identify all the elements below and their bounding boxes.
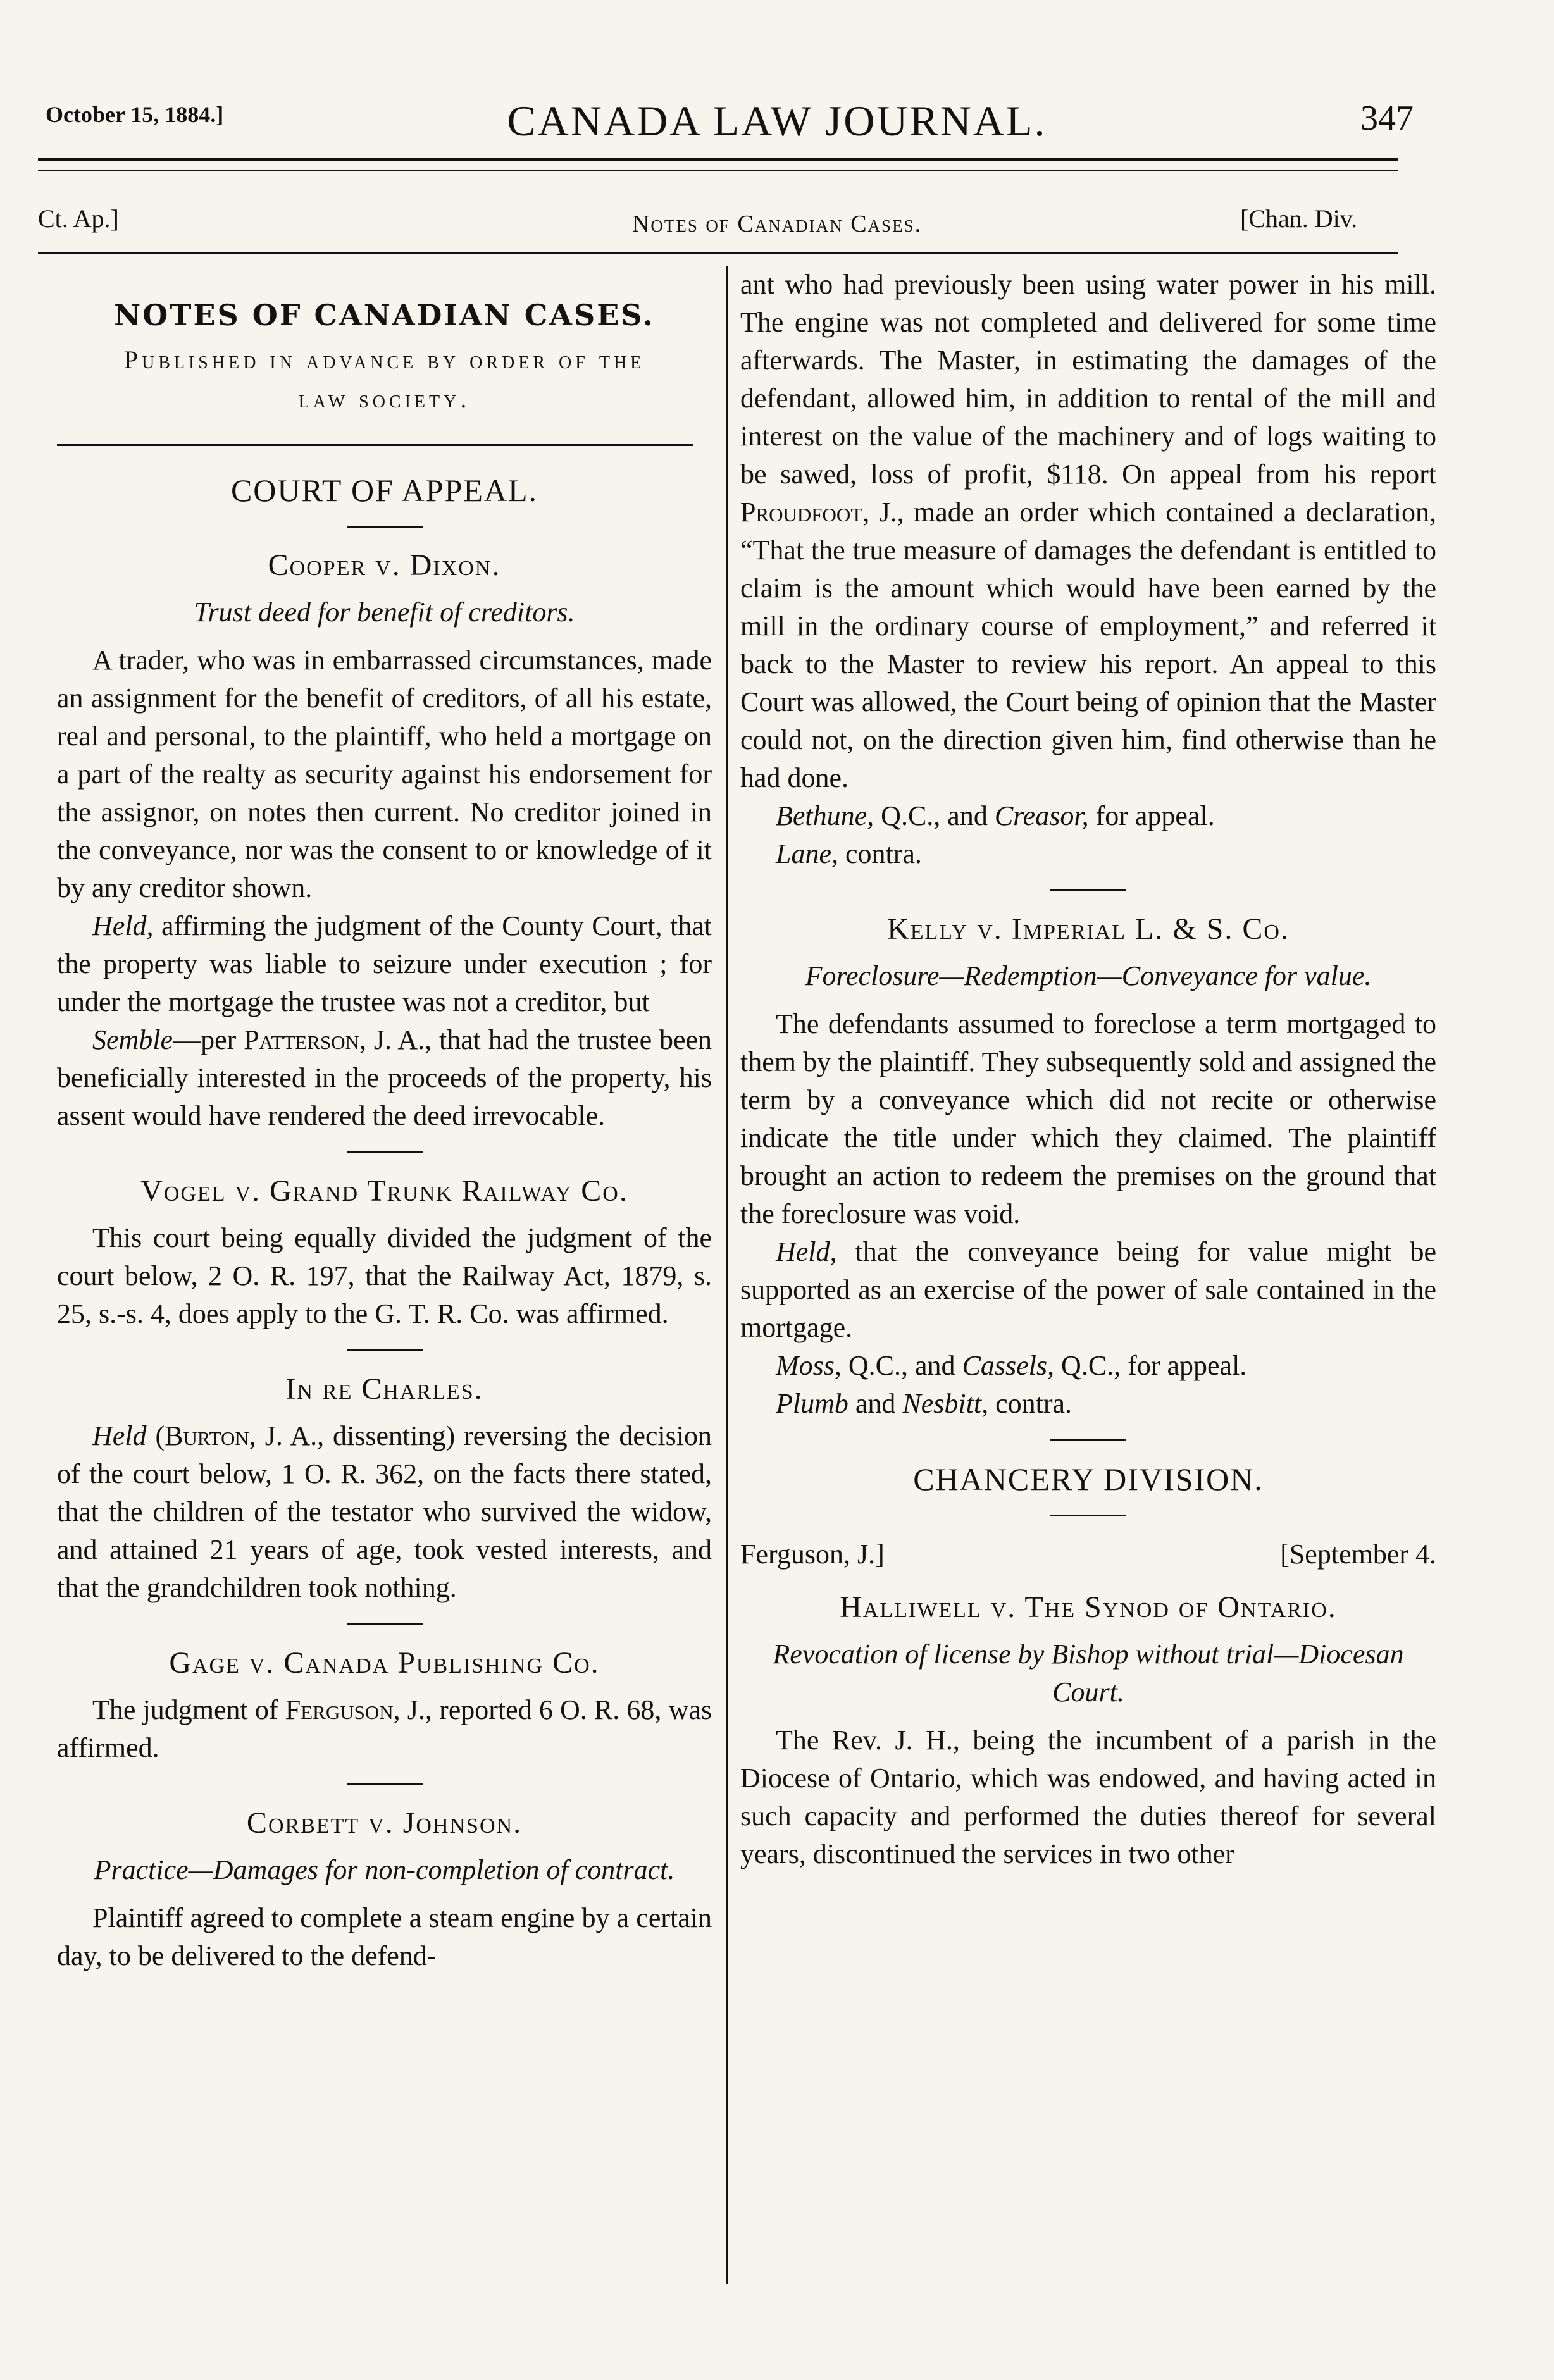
case-text: The Rev. J. H., being the incumbent of a parish in the Diocese of Ontario, which was endowed, and having acted in such capacity and performed the duties thereof for several years, discontinued the services in two other	[740, 1725, 1436, 1869]
published-line-2: law society.	[298, 385, 471, 413]
subheader-rule	[38, 252, 1398, 254]
case-title-cooper: Cooper v. Dixon.	[268, 549, 501, 582]
published-line-1: Published in advance by order of the	[123, 345, 645, 374]
case-text: The defendants assumed to foreclose a term mortgaged to them by the plaintiff. They subsequently sold and assigned the term by a conveyance which did not recite or otherwise indicate the title under which they claimed. The plaintiff brought an action to redeem the premises on the ground that the foreclosure was void.	[740, 1008, 1436, 1229]
case-title-charles: In re Charles.	[285, 1372, 483, 1406]
case-title-corbett: Corbett v. Johnson.	[246, 1806, 523, 1840]
case-text: ant who had previously been using water power in his mill. The engine was not completed and delivered for some time afterwards. The Master, in estimating the damages of the defendant, allowed him, in addition to rental of the mill and interest on the value of the machinery and of logs waiting to be sawed, loss of profit, $118. On appeal from his report Proudfoot, J., made an order which contained a declaration, “That the true measure of damages the defendant is entitled to claim is the amount which would have been earned by the mill in the ordinary course of employment,” and referred it back to the Master to review his report. An appeal to this Court was allowed, the Court being of opinion that the Master could not, on the direction given him, find otherwise than he had done.	[740, 269, 1436, 793]
case-text: Held, affirming the judgment of the County Court, that the property was liable to seizure under execution ; for under the mortgage the trustee was not a creditor, but	[57, 910, 712, 1017]
counsel-line: Lane, contra.	[776, 838, 922, 869]
case-subject-corbett: Practice—Damages for non-completion of contract.	[94, 1854, 675, 1885]
divider	[347, 526, 423, 528]
counsel-line: Moss, Q.C., and Cassels, Q.C., for appeal.	[776, 1350, 1247, 1381]
page-number: 347	[1360, 99, 1414, 138]
case-text: Held, that the conveyance being for value might be supported as an exercise of the power of sale contained in the mortgage.	[740, 1236, 1436, 1343]
header-date: October 15, 1884.]	[46, 102, 224, 127]
case-subject-cooper: Trust deed for benefit of creditors.	[194, 597, 575, 628]
header-rule-top	[38, 158, 1398, 161]
case-text: A trader, who was in embarrassed circumstances, made an assignment for the benefit of creditors, of all his estate, real and personal, to the plaintiff, who held a mortgage on a part of the realty as security against his endorsement for the assignor, on notes then current. No creditor joined in the conveyance, nor was the consent to or knowledge of it by any creditor shown.	[57, 645, 712, 903]
case-subject-halliwell: Revocation of license by Bishop without trial—Diocesan Court.	[773, 1639, 1404, 1708]
case-text: This court being equally divided the judgment of the court below, 2 O. R. 197, that the Railway Act, 1879, s. 25, s.-s. 4, does apply to the G. T. R. Co. was affirmed.	[57, 1222, 712, 1329]
divider	[347, 1349, 423, 1351]
judge-date-line	[740, 1535, 1436, 1573]
header-rule-bottom	[38, 170, 1398, 171]
judge-name: Ferguson, J.]	[740, 1539, 885, 1570]
section-left: Ct. Ap.]	[38, 204, 119, 233]
divider	[1050, 1439, 1126, 1441]
column-divider	[726, 266, 728, 2284]
decision-date: [September 4.	[1280, 1539, 1436, 1570]
journal-title: CANADA LAW JOURNAL.	[507, 97, 1047, 145]
counsel-line: Bethune, Q.C., and Creasor, for appeal.	[776, 800, 1215, 831]
divider	[347, 1623, 423, 1625]
case-text: Held (Burton, J. A., dissenting) reversing the decision of the court below, 1 O. R. 362, on the facts there stated, that the children of the testator who survived the widow, and attained 21 years of age, took vested interests, and that the grandchildren took nothing.	[57, 1420, 712, 1603]
case-title-vogel: Vogel v. Grand Trunk Railway Co.	[140, 1174, 628, 1208]
case-title-kelly: Kelly v. Imperial L. & S. Co.	[887, 912, 1290, 946]
right-column	[740, 266, 1436, 1873]
banner-rule	[57, 444, 693, 446]
divider	[347, 1151, 423, 1153]
section-banner: NOTES OF CANADIAN CASES.	[114, 298, 655, 332]
section-center: Notes of Canadian Cases.	[631, 211, 923, 237]
counsel-line: Plumb and Nesbitt, contra.	[776, 1388, 1072, 1419]
divider	[1050, 1515, 1126, 1516]
divider	[347, 1783, 423, 1785]
case-text: The judgment of Ferguson, J., reported 6 O. R. 68, was affirmed.	[57, 1694, 712, 1763]
case-subject-kelly: Foreclosure—Redemption—Conveyance for value.	[805, 960, 1372, 991]
case-text: Plaintiff agreed to complete a steam engine by a certain day, to be delivered to the defend-	[57, 1902, 712, 1971]
case-title-halliwell: Halliwell v. The Synod of Ontario.	[840, 1590, 1337, 1624]
divider	[1050, 889, 1126, 891]
section-right: [Chan. Div.	[1240, 204, 1358, 233]
court-heading: COURT OF APPEAL.	[230, 473, 538, 508]
left-column	[57, 266, 712, 1975]
case-title-gage: Gage v. Canada Publishing Co.	[169, 1646, 600, 1680]
case-text: Semble—per Patterson, J. A., that had the trustee been beneficially interested in the proceeds of the property, his assent would have rendered the deed irrevocable.	[57, 1024, 712, 1131]
division-heading: CHANCERY DIVISION.	[913, 1461, 1264, 1497]
